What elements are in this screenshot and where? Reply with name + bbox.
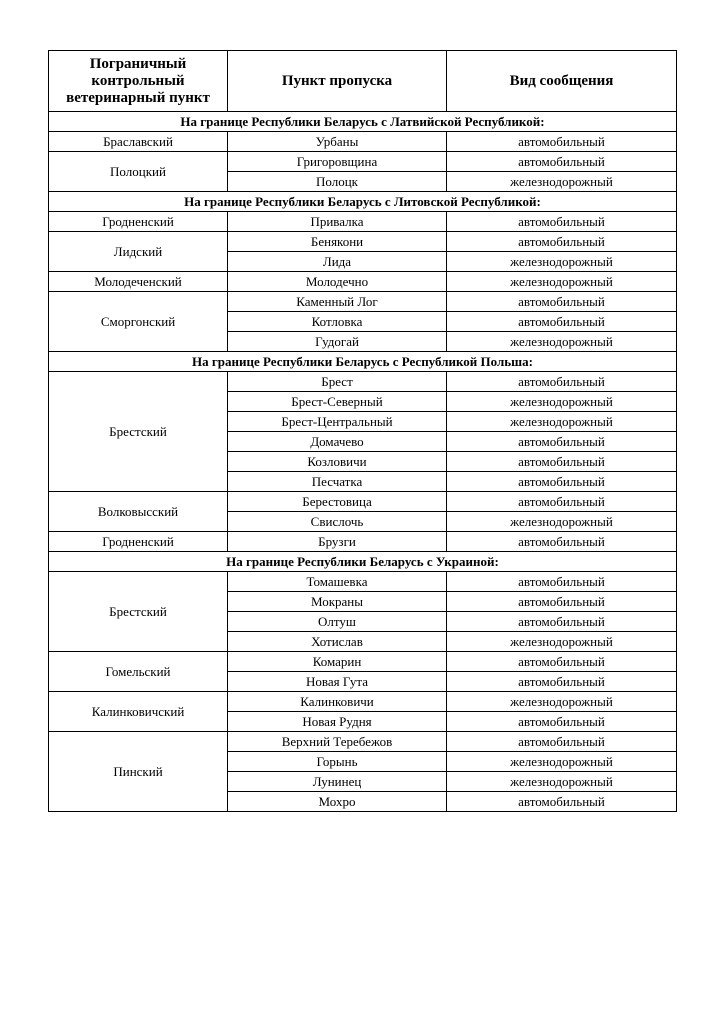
table-row (49, 232, 677, 252)
crossing-cell: Урбаны (228, 132, 447, 152)
crossing-cell: Калинковичи (228, 692, 447, 712)
traffic-type-cell: автомобильный (447, 292, 677, 312)
traffic-type-cell: автомобильный (447, 612, 677, 632)
crossing-cell: Брест-Центральный (228, 412, 447, 432)
vet-post-cell: Молодеченский (49, 272, 228, 292)
traffic-type-cell: железнодорожный (447, 752, 677, 772)
vet-post-cell: Полоцкий (49, 152, 228, 192)
crossing-cell: Олтуш (228, 612, 447, 632)
traffic-type-cell: автомобильный (447, 472, 677, 492)
crossing-cell: Лида (228, 252, 447, 272)
traffic-type-cell: автомобильный (447, 232, 677, 252)
section-row (49, 352, 677, 372)
crossing-cell: Новая Гута (228, 672, 447, 692)
traffic-type-cell: железнодорожный (447, 772, 677, 792)
header-post: Пограничный контрольный ветеринарный пункт (49, 51, 228, 112)
section-row (49, 112, 677, 132)
table-row (49, 292, 677, 312)
traffic-type-cell: автомобильный (447, 532, 677, 552)
header-crossing: Пункт пропуска (228, 51, 447, 112)
crossing-cell: Верхний Теребежов (228, 732, 447, 752)
traffic-type-cell: автомобильный (447, 792, 677, 812)
section-row (49, 192, 677, 212)
traffic-type-cell: автомобильный (447, 212, 677, 232)
crossing-cell: Новая Рудня (228, 712, 447, 732)
crossing-cell: Хотислав (228, 632, 447, 652)
section-title: На границе Республики Беларусь с Латвийской Республикой: (49, 112, 677, 132)
crossing-cell: Мохро (228, 792, 447, 812)
table-row (49, 272, 677, 292)
table-row (49, 492, 677, 512)
crossing-cell: Молодечно (228, 272, 447, 292)
crossing-cell: Берестовица (228, 492, 447, 512)
table-row (49, 212, 677, 232)
crossing-cell: Привалка (228, 212, 447, 232)
traffic-type-cell: автомобильный (447, 592, 677, 612)
traffic-type-cell: автомобильный (447, 672, 677, 692)
traffic-type-cell: железнодорожный (447, 632, 677, 652)
crossing-cell: Гудогай (228, 332, 447, 352)
crossing-cell: Лунинец (228, 772, 447, 792)
table-row (49, 372, 677, 392)
traffic-type-cell: автомобильный (447, 132, 677, 152)
table-row (49, 652, 677, 672)
vet-post-cell: Брестский (49, 572, 228, 652)
header-row (49, 51, 677, 112)
traffic-type-cell: железнодорожный (447, 272, 677, 292)
crossing-cell: Песчатка (228, 472, 447, 492)
traffic-type-cell: автомобильный (447, 712, 677, 732)
crossing-cell: Брест-Северный (228, 392, 447, 412)
vet-post-cell: Брестский (49, 372, 228, 492)
traffic-type-cell: железнодорожный (447, 172, 677, 192)
crossing-cell: Комарин (228, 652, 447, 672)
table-row (49, 152, 677, 172)
section-row (49, 552, 677, 572)
table-row (49, 572, 677, 592)
vet-post-cell: Лидский (49, 232, 228, 272)
crossing-cell: Брузги (228, 532, 447, 552)
section-title: На границе Республики Беларусь с Украиной: (49, 552, 677, 572)
vet-post-cell: Гродненский (49, 212, 228, 232)
vet-post-cell: Браславский (49, 132, 228, 152)
vet-post-cell: Пинский (49, 732, 228, 812)
traffic-type-cell: автомобильный (447, 652, 677, 672)
crossing-cell: Мокраны (228, 592, 447, 612)
header-traffic-type: Вид сообщения (447, 51, 677, 112)
table-body (49, 112, 677, 812)
vet-post-cell: Волковысский (49, 492, 228, 532)
crossing-cell: Брест (228, 372, 447, 392)
vet-post-cell: Гомельский (49, 652, 228, 692)
traffic-type-cell: автомобильный (447, 312, 677, 332)
vet-post-cell: Сморгонский (49, 292, 228, 352)
table-row (49, 732, 677, 752)
table-row (49, 692, 677, 712)
traffic-type-cell: железнодорожный (447, 412, 677, 432)
crossing-cell: Каменный Лог (228, 292, 447, 312)
table-row (49, 532, 677, 552)
crossing-cell: Григоровщина (228, 152, 447, 172)
traffic-type-cell: железнодорожный (447, 332, 677, 352)
traffic-type-cell: автомобильный (447, 572, 677, 592)
traffic-type-cell: автомобильный (447, 452, 677, 472)
section-title: На границе Республики Беларусь с Литовской Республикой: (49, 192, 677, 212)
traffic-type-cell: автомобильный (447, 492, 677, 512)
crossing-cell: Томашевка (228, 572, 447, 592)
traffic-type-cell: автомобильный (447, 372, 677, 392)
table-row (49, 132, 677, 152)
vet-post-cell: Гродненский (49, 532, 228, 552)
traffic-type-cell: железнодорожный (447, 252, 677, 272)
crossing-cell: Бенякони (228, 232, 447, 252)
traffic-type-cell: автомобильный (447, 732, 677, 752)
section-title: На границе Республики Беларусь с Республикой Польша: (49, 352, 677, 372)
traffic-type-cell: автомобильный (447, 432, 677, 452)
vet-post-cell: Калинковичский (49, 692, 228, 732)
traffic-type-cell: железнодорожный (447, 512, 677, 532)
traffic-type-cell: автомобильный (447, 152, 677, 172)
crossing-cell: Домачево (228, 432, 447, 452)
traffic-type-cell: железнодорожный (447, 692, 677, 712)
crossing-cell: Горынь (228, 752, 447, 772)
checkpoint-table (48, 50, 677, 812)
traffic-type-cell: железнодорожный (447, 392, 677, 412)
crossing-cell: Полоцк (228, 172, 447, 192)
crossing-cell: Котловка (228, 312, 447, 332)
crossing-cell: Козловичи (228, 452, 447, 472)
crossing-cell: Свислочь (228, 512, 447, 532)
